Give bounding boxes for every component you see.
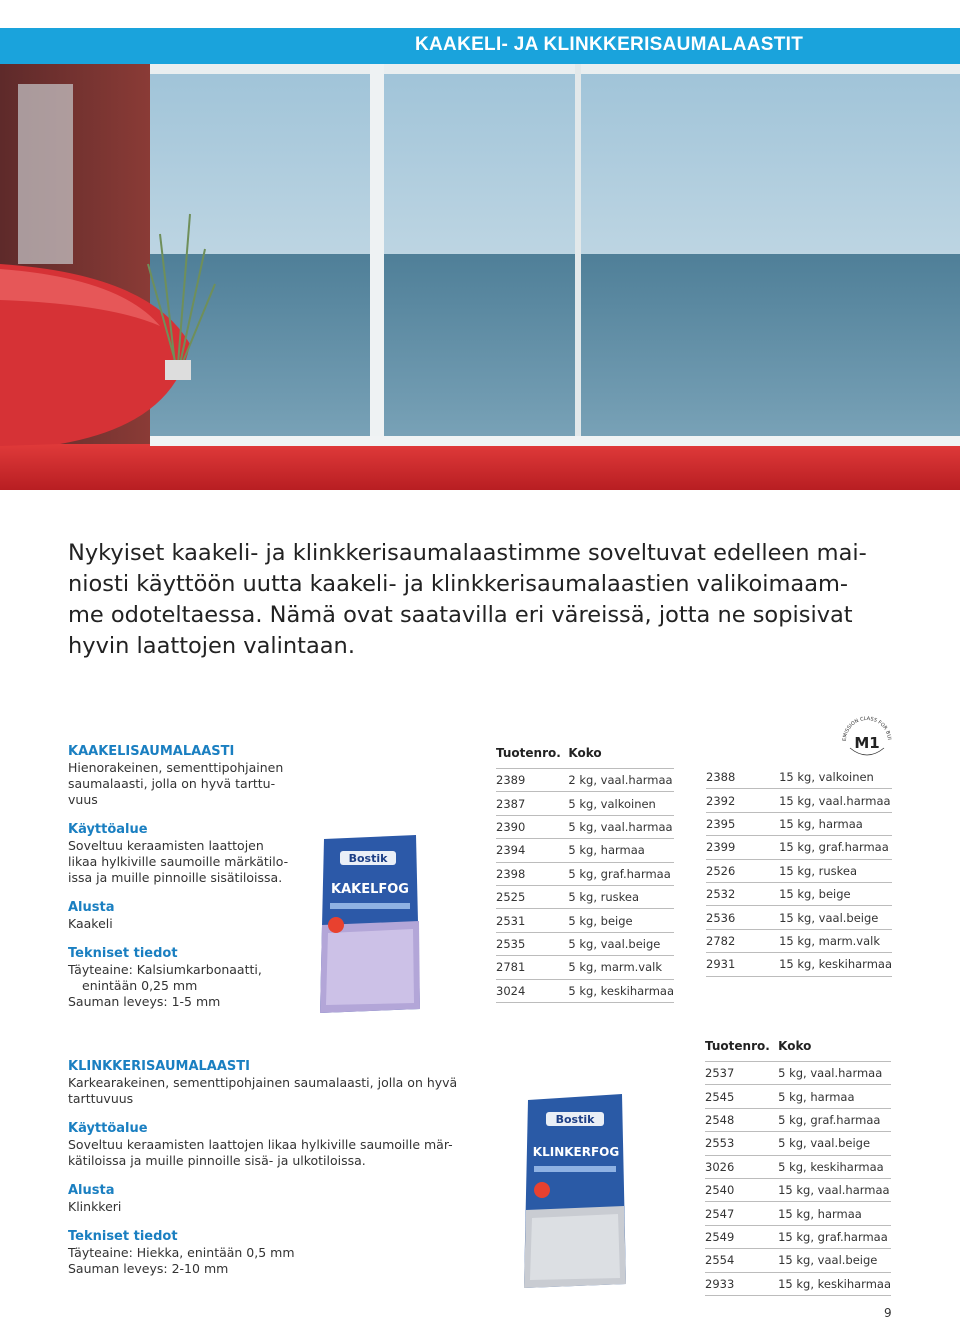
intro-text — [68, 538, 898, 662]
table-row — [706, 929, 892, 952]
kakelfog-table-left — [496, 744, 674, 1003]
base-value: Kaakeli — [68, 916, 113, 931]
bag-product-name: KAKELFOG — [331, 882, 409, 897]
kakelfog-description — [68, 744, 308, 1010]
table-row — [705, 1202, 891, 1225]
table-row — [706, 859, 892, 882]
table-row — [706, 789, 892, 812]
use-line: kätiloissa ja muille pinnoille sisä- ja ulkotiloissa. — [68, 1153, 366, 1168]
page-number: 9 — [884, 1306, 892, 1320]
tech-line: Sauman leveys: 2-10 mm — [68, 1261, 229, 1276]
tech-line: enintään 0,25 mm — [82, 978, 198, 993]
product-size: 15 kg, keskiharmaa — [778, 1272, 891, 1295]
table-row — [706, 812, 892, 835]
base-heading: Alusta — [68, 900, 115, 915]
intro-line: niosti käyttöön uutta kaakeli- ja klinkkerisaumalaastien valikoimaam- — [68, 571, 849, 597]
product-no: 2399 — [706, 836, 779, 859]
klinkerfog-bag-image — [520, 1090, 630, 1294]
table-row — [496, 815, 674, 838]
table-row — [705, 1132, 891, 1155]
table-row — [496, 932, 674, 955]
product-size: 5 kg, vaal.beige — [778, 1132, 891, 1155]
table-row — [705, 1155, 891, 1178]
product-no: 2398 — [496, 862, 568, 885]
product-size: 15 kg, vaal.beige — [778, 1249, 891, 1272]
product-size: 15 kg, vaal.beige — [779, 906, 892, 929]
desc-line: tarttuvuus — [68, 1091, 134, 1106]
product-no: 2931 — [706, 953, 779, 976]
product-no: 2554 — [705, 1249, 778, 1272]
badge-label: M1 — [854, 734, 880, 752]
product-no: 2387 — [496, 792, 568, 815]
bag-product-name: KLINKERFOG — [532, 1145, 620, 1159]
tech-line: Täyteaine: Hiekka, enintään 0,5 mm — [68, 1245, 295, 1260]
table-row — [496, 769, 674, 792]
product-no: 2549 — [705, 1225, 778, 1248]
page-title: KAAKELI- JA KLINKKERISAUMALAASTIT — [415, 34, 804, 55]
table-row — [496, 792, 674, 815]
product-size: 5 kg, keskiharmaa — [778, 1155, 891, 1178]
product-no: 2781 — [496, 956, 568, 979]
intro-line: me odoteltaessa. Nämä ovat saatavilla eri väreissä, jotta ne sopisivat — [68, 602, 853, 628]
product-size: 15 kg, marm.valk — [779, 929, 892, 952]
table-row — [706, 906, 892, 929]
product-no: 2392 — [706, 789, 779, 812]
product-no: 2532 — [706, 882, 779, 905]
use-line: Soveltuu keraamisten laattojen — [68, 838, 264, 853]
table-row — [705, 1108, 891, 1131]
product-size: 5 kg, vaal.beige — [568, 932, 674, 955]
product-size: 15 kg, keskiharmaa — [779, 953, 892, 976]
product-size: 15 kg, vaal.harmaa — [778, 1178, 891, 1201]
product-no: 2933 — [705, 1272, 778, 1295]
desc-line: Karkearakeinen, sementtipohjainen saumalaasti, jolla on hyvä — [68, 1075, 458, 1090]
product-size: 5 kg, harmaa — [778, 1085, 891, 1108]
base-heading: Alusta — [68, 1183, 115, 1198]
tech-line: Sauman leveys: 1-5 mm — [68, 994, 221, 1009]
table-row — [705, 1085, 891, 1108]
table-row — [705, 1225, 891, 1248]
product-size: 5 kg, vaal.harmaa — [778, 1062, 891, 1085]
base-value: Klinkkeri — [68, 1199, 122, 1214]
table-row — [496, 956, 674, 979]
intro-line: hyvin laattojen valintaan. — [68, 633, 355, 659]
product-size: 15 kg, valkoinen — [779, 766, 892, 789]
table-row — [706, 766, 892, 789]
product-no: 2531 — [496, 909, 568, 932]
product-size: 2 kg, vaal.harmaa — [568, 769, 674, 792]
product-no: 2553 — [705, 1132, 778, 1155]
product-no: 2547 — [705, 1202, 778, 1225]
column-header-size: Koko — [778, 1037, 891, 1062]
product-size: 5 kg, graf.harmaa — [568, 862, 674, 885]
tech-heading: Tekniset tiedot — [68, 1229, 178, 1244]
product-size: 5 kg, valkoinen — [568, 792, 674, 815]
bag-brand: Bostik — [348, 852, 388, 865]
table-row — [706, 882, 892, 905]
product-no: 2536 — [706, 906, 779, 929]
column-header-product-no: Tuotenro. — [496, 744, 568, 769]
product-no: 2540 — [705, 1178, 778, 1201]
use-heading: Käyttöalue — [68, 1121, 148, 1136]
product-size: 5 kg, vaal.harmaa — [568, 815, 674, 838]
product-size: 5 kg, ruskea — [568, 885, 674, 908]
product-no: 2782 — [706, 929, 779, 952]
product-no: 2390 — [496, 815, 568, 838]
use-line: issa ja muille pinnoille sisätiloissa. — [68, 870, 283, 885]
table-row — [705, 1178, 891, 1201]
bag-brand: Bostik — [555, 1113, 595, 1126]
product-size: 15 kg, harmaa — [779, 812, 892, 835]
product-no: 2389 — [496, 769, 568, 792]
product-no: 2526 — [706, 859, 779, 882]
desc-line: vuus — [68, 792, 98, 807]
desc-line: Hienorakeinen, sementtipohjainen — [68, 760, 284, 775]
m1-emission-badge — [838, 712, 896, 770]
product-size: 15 kg, beige — [779, 882, 892, 905]
product-size: 15 kg, graf.harmaa — [778, 1225, 891, 1248]
product-no: 2394 — [496, 839, 568, 862]
klinkerfog-title: KLINKKERISAUMALAASTI — [68, 1059, 250, 1074]
product-size: 15 kg, graf.harmaa — [779, 836, 892, 859]
klinkerfog-description — [68, 1059, 488, 1277]
product-no: 2548 — [705, 1108, 778, 1131]
product-no: 3026 — [705, 1155, 778, 1178]
table-row — [706, 836, 892, 859]
table-row — [705, 1272, 891, 1295]
product-size: 5 kg, marm.valk — [568, 956, 674, 979]
tech-heading: Tekniset tiedot — [68, 946, 178, 961]
column-header-size: Koko — [568, 744, 674, 769]
klinkerfog-table — [705, 1037, 891, 1296]
table-row — [496, 979, 674, 1002]
product-no: 3024 — [496, 979, 568, 1002]
product-no: 2395 — [706, 812, 779, 835]
desc-line: saumalaasti, jolla on hyvä tarttu- — [68, 776, 276, 791]
product-size: 15 kg, harmaa — [778, 1202, 891, 1225]
column-header-product-no: Tuotenro. — [705, 1037, 778, 1062]
product-size: 5 kg, keskiharmaa — [568, 979, 674, 1002]
table-row — [496, 885, 674, 908]
table-row — [496, 909, 674, 932]
use-heading: Käyttöalue — [68, 822, 148, 837]
product-no: 2535 — [496, 932, 568, 955]
use-line: Soveltuu keraamisten laattojen likaa hylkiville saumoille mär- — [68, 1137, 453, 1152]
table-row — [496, 862, 674, 885]
product-no: 2545 — [705, 1085, 778, 1108]
hero-photo — [0, 64, 960, 490]
intro-line: Nykyiset kaakeli- ja klinkkerisaumalaastimme soveltuvat edelleen mai- — [68, 540, 867, 566]
product-size: 5 kg, beige — [568, 909, 674, 932]
tech-line: Täyteaine: Kalsiumkarbonaatti, — [68, 962, 262, 977]
product-no: 2525 — [496, 885, 568, 908]
kakelfog-table-right — [706, 766, 892, 977]
kakelfog-bag-image — [318, 833, 422, 1019]
kakelfog-title: KAAKELISAUMALAASTI — [68, 744, 235, 759]
badge-ring-text: EMISSION CLASS FOR BUI — [841, 715, 892, 742]
table-row — [705, 1249, 891, 1272]
product-size: 15 kg, vaal.harmaa — [779, 789, 892, 812]
table-row — [706, 953, 892, 976]
product-no: 2388 — [706, 766, 779, 789]
table-row — [705, 1062, 891, 1085]
product-size: 5 kg, graf.harmaa — [778, 1108, 891, 1131]
table-row — [496, 839, 674, 862]
product-size: 15 kg, ruskea — [779, 859, 892, 882]
use-line: likaa hylkiville saumoille märkätilo- — [68, 854, 289, 869]
product-no: 2537 — [705, 1062, 778, 1085]
product-size: 5 kg, harmaa — [568, 839, 674, 862]
